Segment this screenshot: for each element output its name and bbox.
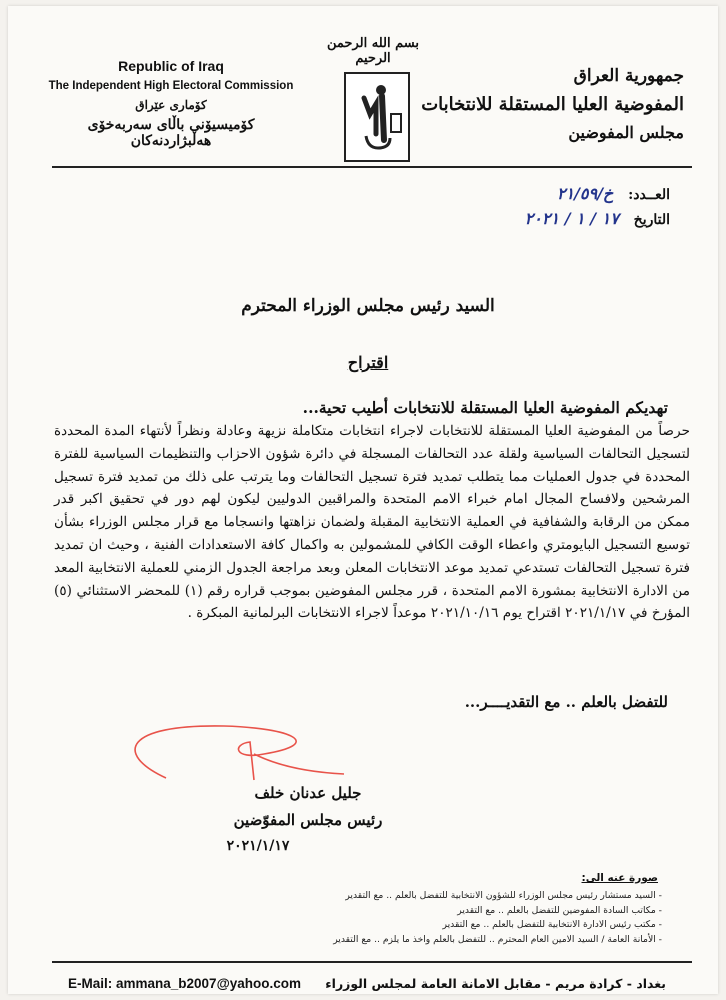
signatory-title: رئيس مجلس المفوّضين — [233, 811, 383, 829]
commission-name-ar: المفوضية العليا المستقلة للانتخابات — [421, 94, 684, 115]
header-divider — [52, 166, 692, 168]
footer-divider — [52, 961, 692, 963]
letter-body: حرصاً من المفوضية العليا المستقلة للانتخابات لاجراء انتخابات متكاملة نزيهة وعادلة ونظراً لأنتهاء المدة المحددة لتسجيل التحالفات السياسية ولقلة عدد التحالفات المسجلة في دائرة شؤون الاحزاب والتنظيمات السياسية للفترة المحددة في جدول العمليات مما يتطلب تمديد فترة تسجيل التحالفات وما يترتب على ذلك من تمديد فترة تسجيل المرشحين ولافساح المجال امام خبراء الامم المتحدة والمراقبين الدوليين ليكون لهم دور في تحقيق اكبر قدر ممكن من الرقابة والشفافية في العملية الانتخابية المقبلة ولضمان نزاهتها وانسجاما مع قرار مجلس الوزراء بشأن توسيع التسجيل البايومتري واعطاء الوقت الكافي للمشمولين به واكمال كافة الاستعدادات الفنية ، وحيث ان تمديد فترة تسجيل التحالفات تستدعي تمديد موعد الانتخابات المعلن وبعد مراجعة الجدول الزمني للعملية الانتخابية المعد من الادارة الانتخابية بمشورة الامم المتحدة ، قرر مجلس المفوضين بموجب قراره رقم (١) للمحضر الاستثنائي (٥) المؤرخ في ٢٠٢١/١/١٧ اقتراح يوم ٢٠٢١/١٠/١٦ موعداً لاجراء الانتخابات البرلمانية المبكرة . — [54, 423, 690, 622]
cc-item: - السيد مستشار رئيس مجلس الوزراء للشؤون الانتخابية للتفضل بالعلم .. مع التقدير — [345, 890, 662, 901]
reference-block — [525, 182, 670, 232]
council-name-ar: مجلس المفوضين — [568, 123, 684, 142]
reference-date-label: التاريخ — [633, 212, 670, 228]
signature-scribble — [104, 714, 354, 794]
commission-logo — [344, 72, 410, 162]
cc-item: - مكتب رئيس الادارة الانتخابية للتفضل بالعلم .. مع التقدير — [442, 919, 662, 931]
signatory-name: جليل عدنان خلف — [254, 784, 362, 802]
cc-list — [142, 889, 662, 947]
commission-name-ku: كۆمیسیۆنی باڵای سەربەخۆی هەڵبژاردنەكان — [87, 117, 255, 149]
english-letterhead — [46, 58, 296, 149]
country-name-ku: كۆماری عێراق — [135, 98, 207, 112]
commission-name-en: The Independent High Electoral Commission — [48, 80, 294, 92]
country-name-en: Republic of Iraq — [118, 58, 224, 74]
cc-item: - الأمانة العامة / السيد الامين العام المحترم .. للتفضل بالعلم واخذ ما يلزم .. مع التقدير — [333, 933, 662, 945]
letter-page — [8, 6, 718, 994]
cc-item: - مكاتب السادة المفوضين للتفضل بالعلم .. مع التقدير — [457, 904, 662, 916]
reference-date-row — [525, 207, 670, 232]
republic-name-ar: جمهورية العراق — [573, 66, 684, 86]
basmala: بسم الله الرحمن الرحيم — [327, 36, 419, 66]
reference-number-label: العــدد: — [628, 187, 670, 203]
arabic-letterhead — [414, 66, 684, 142]
subject: اقتراح — [347, 353, 389, 372]
addressee: السيد رئيس مجلس الوزراء المحترم — [241, 296, 495, 316]
footer-email: E-Mail: ammana_b2007@yahoo.com — [68, 976, 301, 991]
reference-number-value: خ/٢١/٥٩ — [556, 184, 614, 203]
footer-address: بغداد - كرادة مريم - مقابل الامانة العامة لمجلس الوزراء — [325, 976, 666, 991]
cc-title: صورة عنه الى: — [581, 872, 658, 884]
signature-date: ٢٠٢١/١/١٧ — [226, 838, 290, 854]
closing: للتفضل بالعلم .. مع التقديــــر... — [464, 693, 668, 711]
reference-date-value: ١٧ / ١ / ٢٠٢١ — [524, 209, 619, 228]
reference-number-row — [525, 182, 670, 207]
greeting: تهديكم المفوضية العليا المستقلة للانتخابات أطيب تحية... — [302, 398, 668, 417]
